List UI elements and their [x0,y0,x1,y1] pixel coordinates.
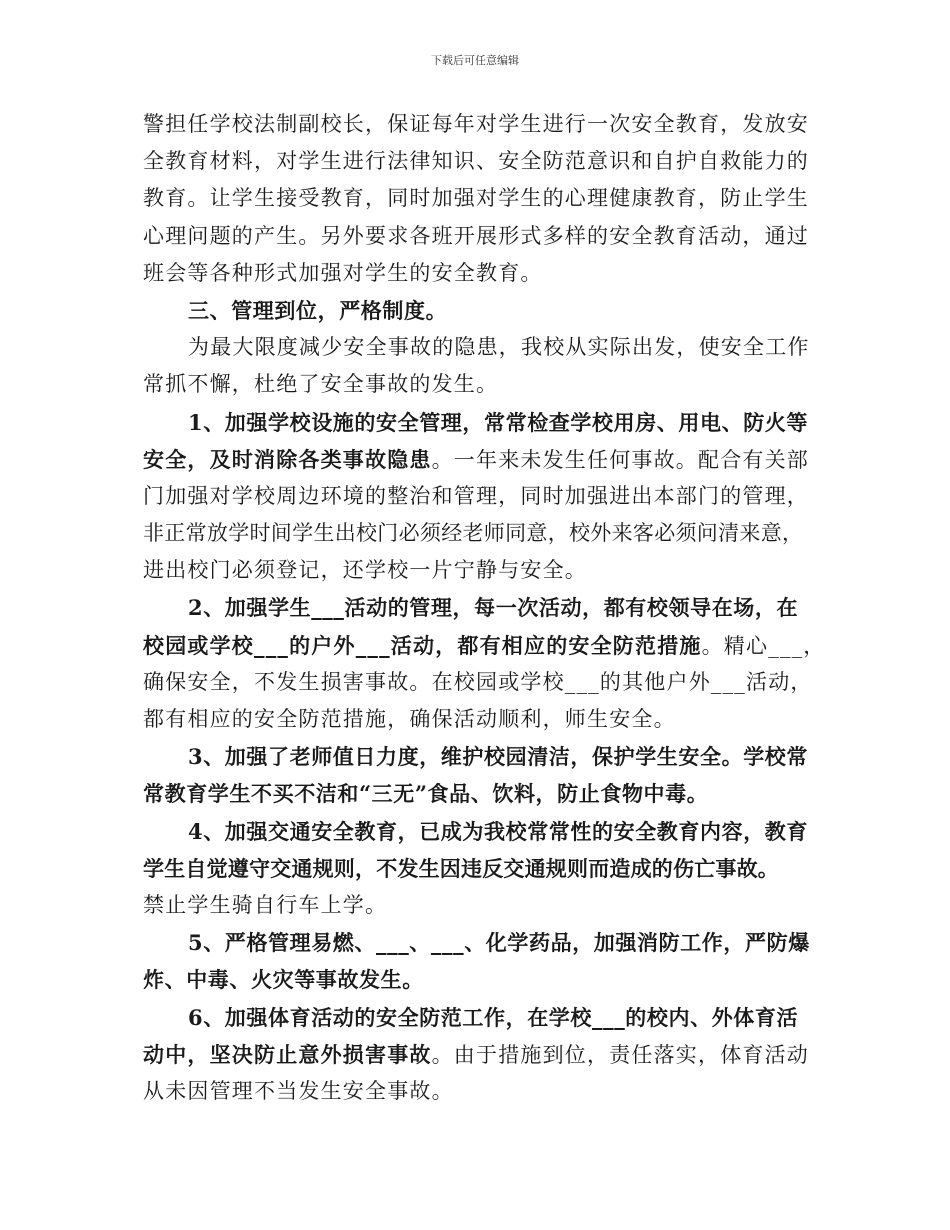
mixed-line [143,627,825,664]
text-line: 从未因管理不当发生安全事故。 [143,1078,454,1103]
text-line: 班会等各种形式加强对学生的安全教育。 [143,260,543,285]
plain-span: 。一年来未发生任何事故。配合有关部 [431,447,810,472]
item-6-line: 6、加强体育活动的安全防范工作，在学校___的校内、外体育活 [188,1004,799,1030]
text-line: 心理问题的产生。另外要求各班开展形式多样的安全教育活动，通过 [143,223,809,248]
bold-span: 校园或学校___的户外___活动，都有相应的安全防范措施 [143,632,702,658]
text-line: 确保安全，不发生损害事故。在校园或学校___的其他户外___活动， [143,669,813,694]
item-5-line: 5、严格管理易燃、___、___、化学药品，加强消防工作，严防爆 [188,930,810,956]
text-line: 为最大限度减少安全事故的隐患，我校从实际出发，使安全工作 [188,335,810,360]
section-heading: 三、管理到位，严格制度。 [188,297,448,323]
document-body [143,106,825,1110]
text-line: 进出校门必须登记，还学校一片宁静与安全。 [143,558,587,583]
item-2-line: 2、加强学生___活动的管理，每一次活动，都有校领导在场，在 [188,595,799,621]
plain-span: 。精心___， [701,633,826,658]
mixed-line [143,1036,825,1073]
item-3-line: 3、加强了老师值日力度，维护校园清洁，保护学生安全。学校常 [188,744,809,770]
text-line: 都有相应的安全防范措施，确保活动顺利，师生安全。 [143,707,676,731]
text-line: 非正常放学时间学生出校门必须经老师同意，校外来客必须问清来意， [143,521,804,546]
item-1-line: 1、加强学校设施的安全管理，常常检查学校用房、用电、防火等 [188,409,809,435]
text-line: 常教育学生不买不洁和“三无”食品、饮料，防止食物中毒。 [143,781,709,807]
text-line: 全教育材料，对学生进行法律知识、安全防范意识和自护自救能力的 [143,149,809,174]
item-4-line: 4、加强交通安全教育，已成为我校常常性的安全教育内容，教育 [188,818,809,844]
text-line: 炸、中毒、火灾等事故发生。 [143,967,424,993]
mixed-line [143,441,825,478]
bold-span: 安全，及时消除各类事故隐患 [143,446,432,472]
text-line: 禁止学生骑自行车上学。 [143,892,388,917]
text-line: 常抓不懈，杜绝了安全事故的发生。 [143,372,499,397]
bold-span: 动中，坚决防止意外损害事故 [143,1041,432,1067]
text-line: 门加强对学校周边环境的整治和管理，同时加强进出本部门的管理， [143,483,809,508]
text-line: 学生自觉遵守交通规则，不发生因违反交通规则而造成的伤亡事故。 [143,855,779,881]
text-line: 警担任学校法制副校长，保证每年对学生进行一次安全教育，发放安 [143,112,809,136]
text-line: 教育。让学生接受教育，同时加强对学生的心理健康教育，防止学生 [143,186,809,211]
plain-span: 。由于措施到位，责任落实，体育活动 [431,1042,810,1067]
page-header: 下载后可任意编辑 [431,54,519,67]
